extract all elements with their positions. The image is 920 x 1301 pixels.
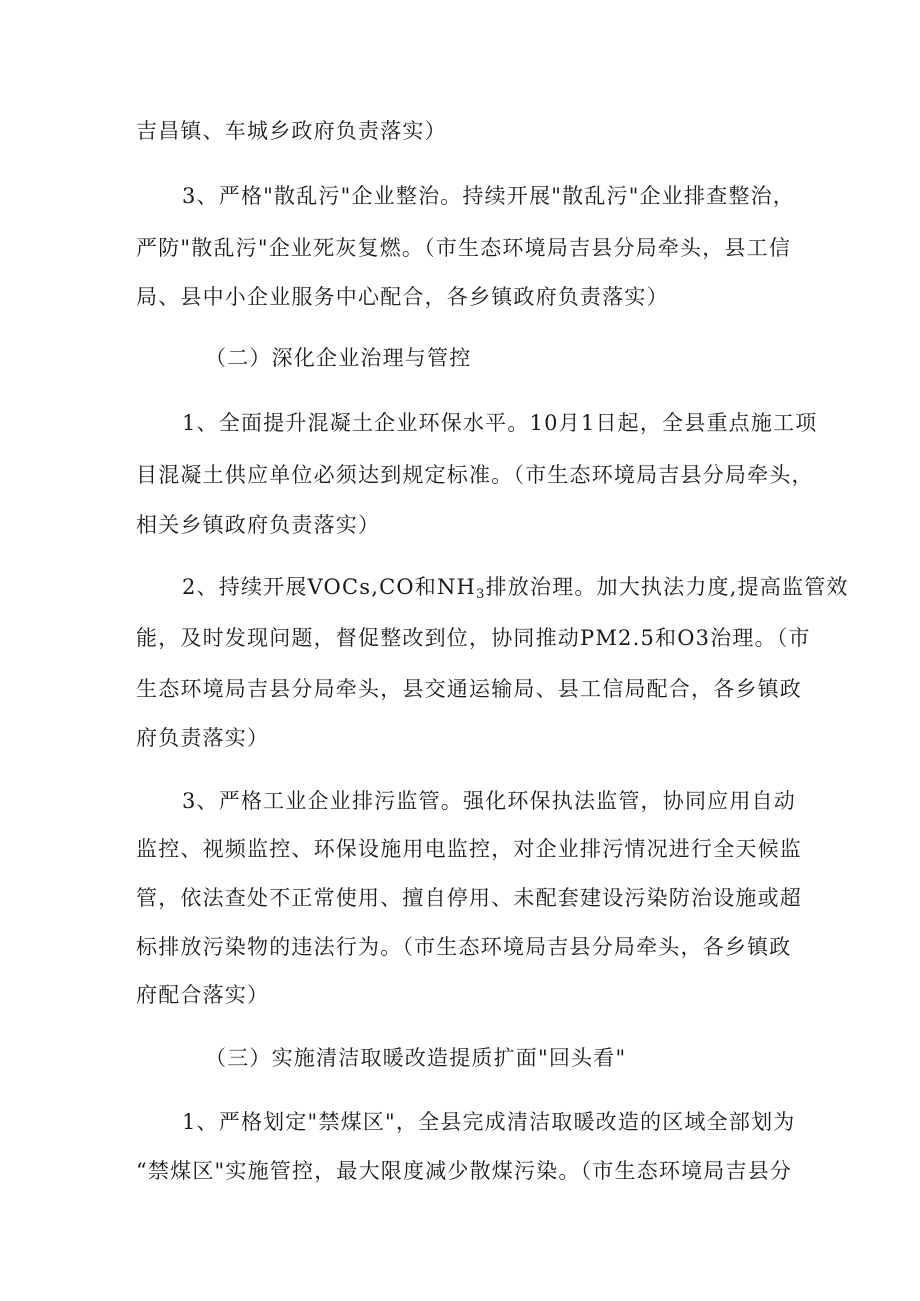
paragraph-line: 生态环境局吉县分局牵头，县交通运输局、县工信局配合，各乡镇政	[136, 677, 802, 701]
paragraph-line: 3、严格"散乱污"企业整治。持续开展"散乱污"企业排查整治，	[182, 184, 795, 208]
line-text: 排放治理。加大执法力度,提高监管效	[485, 575, 849, 599]
paragraph-line: 标排放污染物的违法行为。（市生态环境局吉县分局牵头，各乡镇政	[136, 935, 792, 959]
paragraph-line: 1、全面提升混凝土企业环保水平。10月1日起，全县重点施工项	[182, 411, 818, 435]
paragraph-line: 相关乡镇政府负责落实）	[136, 513, 381, 537]
paragraph-line: 目混凝土供应单位必须达到规定标准。（市生态环境局吉县分局牵头，	[136, 463, 814, 487]
paragraph-line: 吉昌镇、车城乡政府负责落实）	[136, 119, 447, 143]
section-heading: （二）深化企业治理与管控	[205, 346, 472, 370]
paragraph-line: 府配合落实）	[136, 983, 270, 1007]
paragraph-line: 管，依法查处不正常使用、擅自停用、未配套建设污染防治设施或超	[136, 886, 802, 910]
paragraph-line: 府负责落实）	[136, 726, 270, 750]
paragraph-line: 1、严格划定"禁煤区"，全县完成清洁取暖改造的区域全部划为	[182, 1110, 796, 1134]
subscript: 3	[476, 587, 486, 602]
paragraph-line: 能，及时发现问题，督促整改到位，协同推动PM2.5和O3治理。（市	[136, 626, 811, 650]
paragraph-line: 局、县中小企业服务中心配合，各乡镇政府负责落实）	[136, 285, 669, 309]
paragraph-line	[182, 572, 849, 602]
paragraph-line: 严防"散乱污"企业死灰复燃。（市生态环境局吉县分局牵头，县工信	[136, 236, 792, 260]
section-heading: （三）实施清洁取暖改造提质扩面"回头看"	[205, 1046, 627, 1070]
line-text: 2、持续开展VOCs,CO和NH	[182, 575, 477, 599]
paragraph-line: “禁煤区"实施管控，最大限度减少散煤污染。（市生态环境局吉县分	[136, 1159, 793, 1183]
paragraph-line: 3、严格工业企业排污监管。强化环保执法监管，协同应用自动	[182, 789, 796, 813]
paragraph-line: 监控、视频监控、环保设施用电监控，对企业排污情况进行全天候监	[136, 837, 802, 861]
